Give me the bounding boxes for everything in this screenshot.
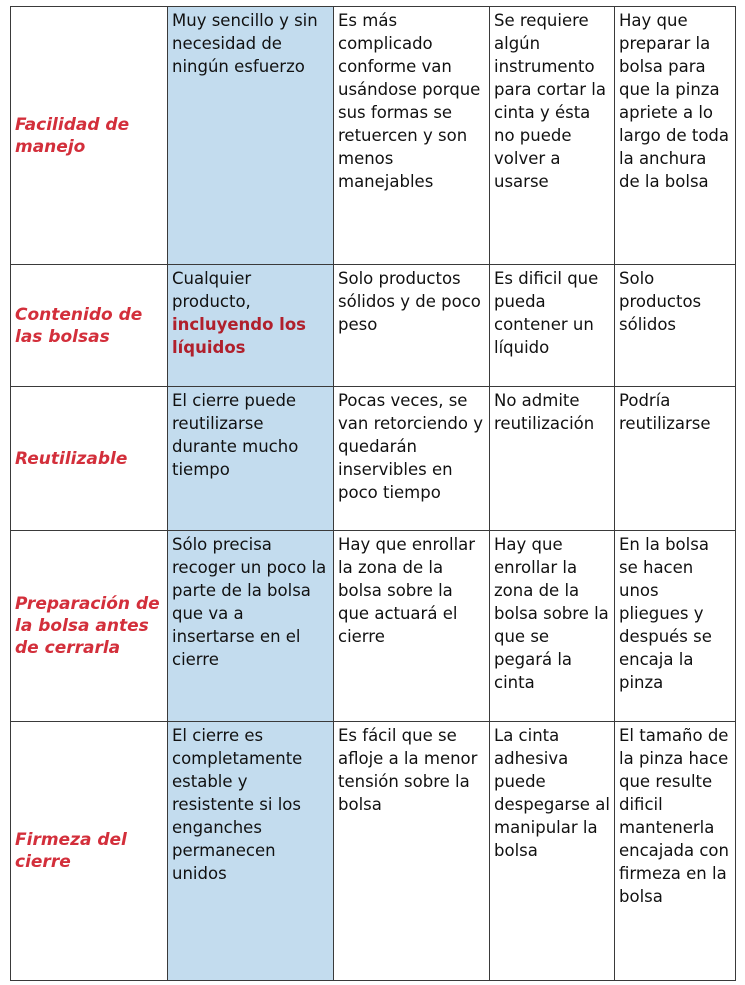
table-row	[11, 265, 736, 387]
table-cell: Es dificil que pueda contener un líquido	[490, 265, 615, 387]
table-cell: Es fácil que se afloje a la menor tensión sobre la bolsa	[334, 722, 490, 981]
table-cell-highlighted	[168, 265, 334, 387]
table-cell: Hay que enrollar la zona de la bolsa sobre la que se pegará la cinta	[490, 531, 615, 722]
table-cell: En la bolsa se hacen unos pliegues y después se encaja la pinza	[615, 531, 736, 722]
table-cell: No admite reutilización	[490, 387, 615, 531]
table-row	[11, 722, 736, 981]
table-cell-highlighted: El cierre puede reutilizarse durante mucho tiempo	[168, 387, 334, 531]
row-label: Reutilizable	[11, 387, 168, 531]
table-row	[11, 531, 736, 722]
table-cell: Solo productos sólidos y de poco peso	[334, 265, 490, 387]
table-cell: La cinta adhesiva puede despegarse al manipular la bolsa	[490, 722, 615, 981]
table-cell-highlighted: Muy sencillo y sin necesidad de ningún esfuerzo	[168, 7, 334, 265]
table-cell: Se requiere algún instrumento para cortar la cinta y ésta no puede volver a usarse	[490, 7, 615, 265]
table-cell: El tamaño de la pinza hace que resulte dificil mantenerla encajada con firmeza en la bolsa	[615, 722, 736, 981]
comparison-table	[10, 6, 736, 981]
table-cell-highlighted: El cierre es completamente estable y resistente si los enganches permanecen unidos	[168, 722, 334, 981]
table-cell: Hay que preparar la bolsa para que la pinza apriete a lo largo de toda la anchura de la bolsa	[615, 7, 736, 265]
table-cell: Solo productos sólidos	[615, 265, 736, 387]
row-label: Firmeza del cierre	[11, 722, 168, 981]
table-row	[11, 7, 736, 265]
row-label: Facilidad de manejo	[11, 7, 168, 265]
table-cell: Es más complicado conforme van usándose porque sus formas se retuercen y son menos manejables	[334, 7, 490, 265]
cell-emphasis: incluyendo los líquidos	[172, 315, 306, 357]
table-cell-highlighted: Sólo precisa recoger un poco la parte de la bolsa que va a insertarse en el cierre	[168, 531, 334, 722]
table-cell: Hay que enrollar la zona de la bolsa sobre la que actuará el cierre	[334, 531, 490, 722]
cell-text: Cualquier producto,	[172, 269, 252, 311]
row-label: Contenido de las bolsas	[11, 265, 168, 387]
table-cell: Pocas veces, se van retorciendo y quedarán inservibles en poco tiempo	[334, 387, 490, 531]
table-cell: Podría reutilizarse	[615, 387, 736, 531]
row-label: Preparación de la bolsa antes de cerrarla	[11, 531, 168, 722]
table-row	[11, 387, 736, 531]
